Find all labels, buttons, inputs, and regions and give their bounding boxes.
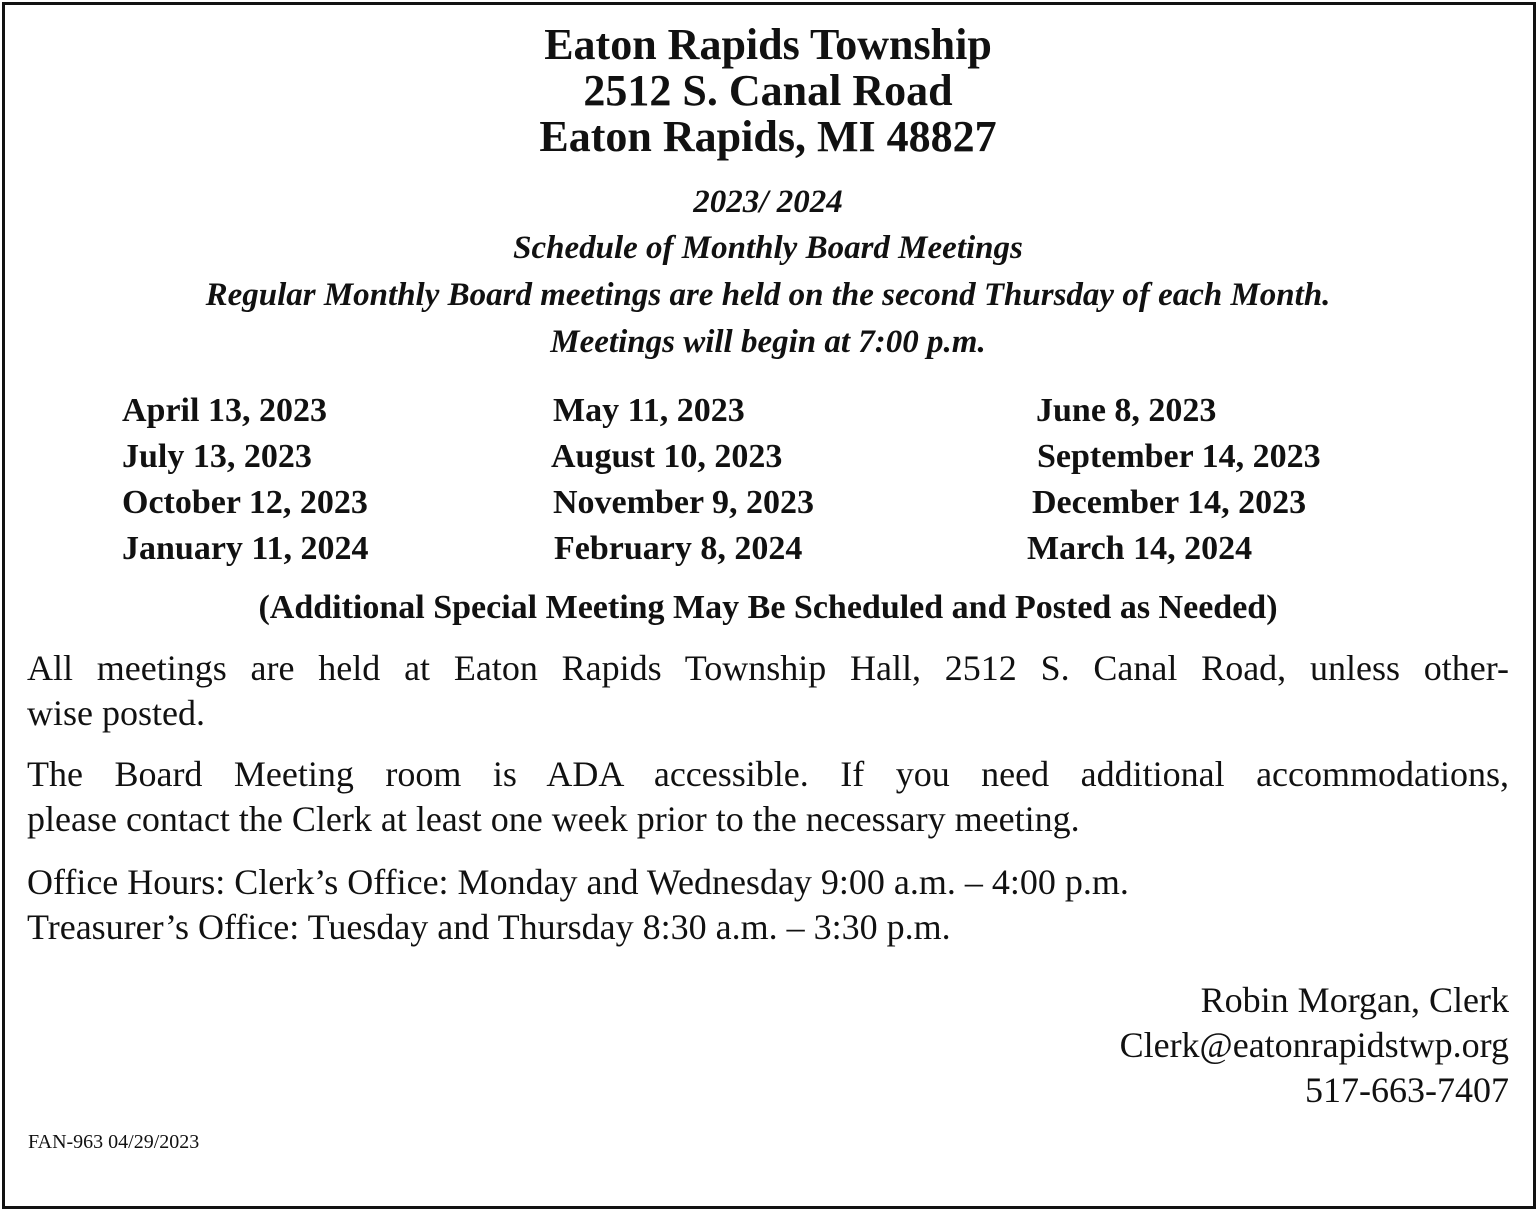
office-hours-treasurer: Treasurer’s Office: Tuesday and Thursday 8:30 a.m. – 3:30 p.m. [27,907,951,947]
township-city-state-zip: Eaton Rapids, MI 48827 [539,112,997,161]
township-name: Eaton Rapids Township [544,20,992,69]
clerk-name: Robin Morgan, Clerk [1200,980,1509,1020]
meeting-date: August 10, 2023 [551,438,783,475]
meeting-date: December 14, 2023 [1032,484,1307,521]
meeting-date: July 13, 2023 [122,438,312,475]
office-hours-clerk: Office Hours: Clerk’s Office: Monday and Wednesday 9:00 a.m. – 4:00 p.m. [27,862,1129,902]
meeting-date: May 11, 2023 [553,392,745,429]
clerk-phone: 517-663-7407 [1305,1070,1509,1110]
publication-code: FAN-963 04/29/2023 [28,1131,200,1153]
meeting-date: March 14, 2024 [1027,530,1253,567]
location-text-line-1: All meetings are held at Eaton Rapids Township Hall, 2512 S. Canal Road, unless other- [27,648,1509,688]
ada-text-line-1: The Board Meeting room is ADA accessible. If you need additional accommodations, [27,754,1509,794]
meeting-date: November 9, 2023 [553,484,814,521]
schedule-rule: Regular Monthly Board meetings are held on the second Thursday of each Month. [205,277,1331,313]
location-text-line-2: wise posted. [27,693,205,733]
meeting-date: October 12, 2023 [122,484,368,521]
ada-text-line-2: please contact the Clerk at least one week prior to the necessary meeting. [27,799,1080,839]
schedule-start-time: Meetings will begin at 7:00 p.m. [550,324,986,360]
special-meeting-note: (Additional Special Meeting May Be Scheduled and Posted as Needed) [258,589,1278,626]
clerk-email: Clerk@eatonrapidstwp.org [1119,1025,1509,1065]
meeting-date: September 14, 2023 [1037,438,1321,475]
meeting-date: February 8, 2024 [554,530,803,567]
meeting-date: April 13, 2023 [122,392,327,429]
schedule-years: 2023/ 2024 [693,184,843,220]
township-street-address: 2512 S. Canal Road [583,66,953,115]
meeting-date: January 11, 2024 [122,530,369,567]
schedule-title: Schedule of Monthly Board Meetings [513,230,1023,266]
meeting-date: June 8, 2023 [1036,392,1217,429]
